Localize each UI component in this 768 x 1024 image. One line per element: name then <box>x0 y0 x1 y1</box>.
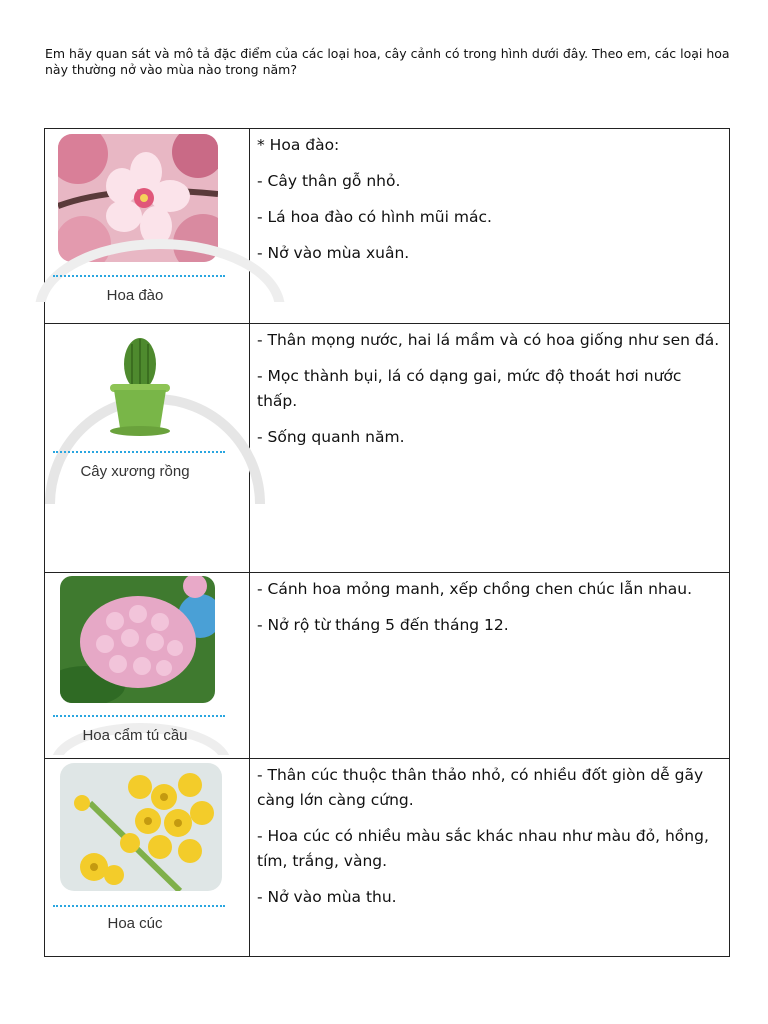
table-row <box>45 324 730 573</box>
flower-table <box>44 128 730 957</box>
description-cell <box>250 129 730 324</box>
description-line: - Thân mọng nước, hai lá mầm và có hoa giống như sen đá. <box>257 331 720 349</box>
table-row <box>45 129 730 324</box>
image-caption: Hoa cúc <box>107 915 163 932</box>
description-cell <box>250 573 730 759</box>
cactus-pot-photo <box>100 336 180 436</box>
image-caption: Hoa cẩm tú cầu <box>82 727 188 744</box>
image-cell <box>45 759 250 957</box>
image-cell <box>45 324 250 573</box>
image-caption: Hoa đào <box>106 287 164 304</box>
description-line: - Nở rộ từ tháng 5 đến tháng 12. <box>257 616 509 634</box>
description-line: - Nở vào mùa xuân. <box>257 244 410 262</box>
description-line: - Cây thân gỗ nhỏ. <box>257 172 401 190</box>
description-line: - Thân cúc thuộc thân thảo nhỏ, có nhiều đốt giòn dễ gãy càng lớn càng cứng. <box>257 766 704 809</box>
description-line: - Nở vào mùa thu. <box>257 888 397 906</box>
image-caption: Cây xương rồng <box>80 463 190 480</box>
description-line: - Sống quanh năm. <box>257 428 405 446</box>
image-cell <box>45 573 250 759</box>
image-cell <box>45 129 250 324</box>
description-line: - Cánh hoa mỏng manh, xếp chồng chen chúc lẫn nhau. <box>257 580 693 598</box>
dotted-divider <box>53 715 225 717</box>
chrysanthemum-photo <box>60 763 222 891</box>
hydrangea-photo <box>60 576 215 703</box>
description-line: - Hoa cúc có nhiều màu sắc khác nhau như màu đỏ, hồng, tím, trắng, vàng. <box>257 827 709 870</box>
description-cell <box>250 324 730 573</box>
dotted-divider <box>53 451 225 453</box>
table-row <box>45 573 730 759</box>
description-line: - Mọc thành bụi, lá có dạng gai, mức độ thoát hơi nước thấp. <box>257 367 682 410</box>
dotted-divider <box>53 275 225 277</box>
question-text: Em hãy quan sát và mô tả đặc điểm của các loại hoa, cây cảnh có trong hình dưới đây. Theo em, các loại hoa này thường nở vào mùa nào trong năm? <box>45 46 730 77</box>
dotted-divider <box>53 905 225 907</box>
description-line: * Hoa đào: <box>257 136 340 154</box>
table-row <box>45 759 730 957</box>
description-cell <box>250 759 730 957</box>
description-line: - Lá hoa đào có hình mũi mác. <box>257 208 492 226</box>
